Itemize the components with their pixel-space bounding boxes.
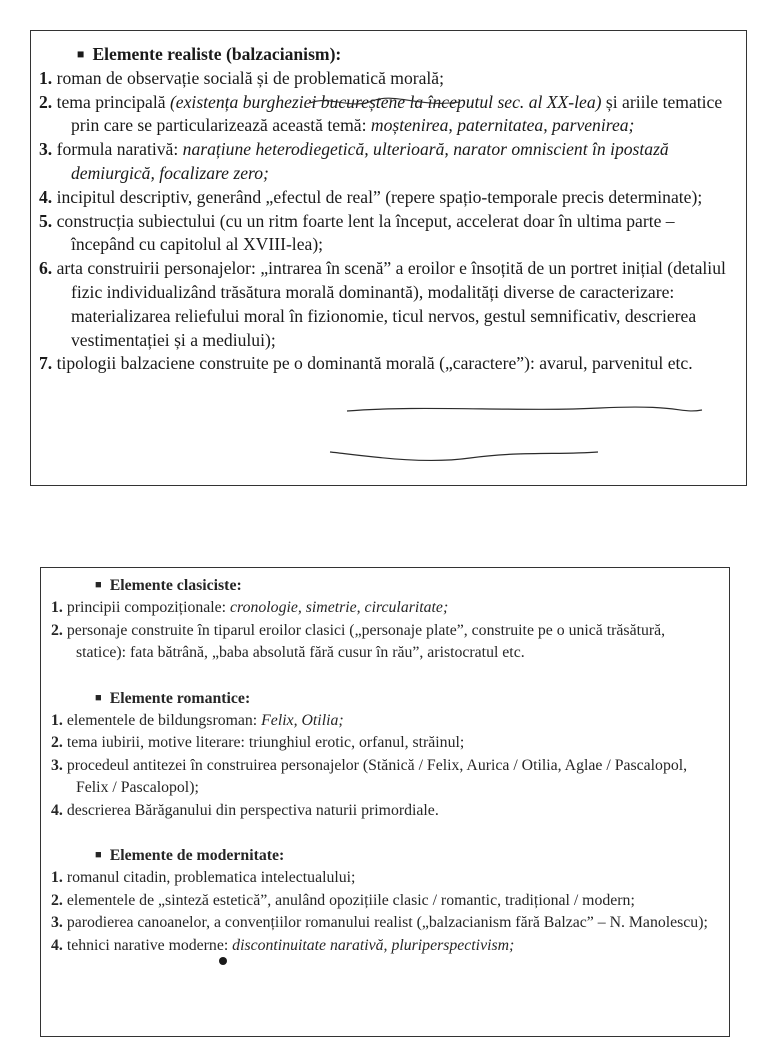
item-number: 6. [39,258,53,279]
item-number: 5. [39,210,53,231]
item-text: discontinuitate narativă, pluriperspectivism; [232,936,515,954]
item-number: 4. [51,801,63,819]
sections-container [49,574,719,957]
item-text: moștenirea, paternitatea, parvenirea; [370,115,635,136]
item-text: (existența burgheziei bucureștene la începutul sec. al XX-lea) [169,91,602,112]
list-item [49,597,719,619]
list-item [49,890,719,912]
section-title: ■ Elemente romantice: [49,687,719,710]
list-item [49,912,719,934]
item-number: 1. [51,599,63,617]
item-text: parodierea canoanelor, a convențiilor romanului realist („balzacianism fără Balzac” – N. Manolescu); [66,914,708,932]
list-item [37,91,732,139]
list-item [37,67,732,91]
item-text: tema principală [56,91,170,112]
item-text: incipitul descriptiv, generând „efectul de real” (repere spațio-temporale precis determinate); [56,186,703,207]
item-text: tipologii balzaciene construite pe o dominantă morală („caractere”): avarul, parvenitul etc. [56,353,693,374]
item-number: 3. [51,914,63,932]
list-item [49,755,719,800]
square-bullet-icon: ■ [77,47,85,61]
other-elements-box [40,567,730,1037]
item-text: romanul citadin, problematica intelectualului; [66,869,356,887]
list-item [49,732,719,754]
item-text: roman de observație socială și de problematică morală; [56,67,445,88]
item-number: 3. [39,139,53,160]
list-item [49,935,719,957]
item-text: Felix, Otilia; [261,712,344,730]
item-text: cronologie, simetrie, circularitate; [230,599,449,617]
section-title: ■ Elemente de modernitate: [49,844,719,867]
item-text: procedeul antitezei în construirea personajelor (Stănică / Felix, Aurica / Otilia, Aglae / Pascalopol, Felix / Pascalopol); [66,756,688,797]
item-number: 2. [51,621,63,639]
item-text: descrierea Bărăganului din perspectiva naturii primordiale. [66,801,439,819]
item-text: și ariile tematice prin care se particularizează această temă: [71,91,723,136]
list-item [37,210,732,258]
item-number: 1. [51,712,63,730]
item-text: arta construirii personajelor: „intrarea în scenă” a eroilor e însoțită de un portret inițial (detaliul fizic individualizând trăsătura morală dominantă), modalități diverse de caracterizare: materializarea reliefului moral în fizionomie, ticul nervos, gestul semnificativ, descrierea vestimentației și a mediului); [56,258,726,350]
list-item [49,710,719,732]
item-number: 1. [51,869,63,887]
item-number: 1. [39,67,53,88]
list-item [37,138,732,186]
item-text: tema iubirii, motive literare: triunghiul erotic, orfanul, străinul; [66,734,465,752]
item-number: 2. [39,91,53,112]
item-number: 4. [51,936,63,954]
item-text: principii compoziționale: [66,599,231,617]
square-bullet-icon: ■ [95,691,102,704]
section-title: ■ Elemente clasiciste: [49,574,719,597]
item-text: personaje construite în tiparul eroilor clasici („personaje plate”, construite pe o unică trăsătură, statice): fata bătrână, „baba absolută fără cusur în rău”, aristocratul etc. [66,621,666,662]
item-number: 2. [51,734,63,752]
item-text: construcția subiectului (cu un ritm foarte lent la început, accelerat doar în ultima parte – începând cu capitolul al XVIII-lea); [56,210,675,255]
item-text: formula narativă: [56,139,183,160]
item-number: 2. [51,891,63,909]
section-title-realist: ■ Elemente realiste (balzacianism): [37,43,732,67]
item-number: 7. [39,353,53,374]
realist-elements-box [30,30,747,486]
section-gap [49,822,719,844]
realist-list [37,67,732,376]
item-number: 4. [39,186,53,207]
item-number: 3. [51,756,63,774]
square-bullet-icon: ■ [95,579,102,591]
item-text: elementele de bildungsroman: [66,712,262,730]
section-gap [49,665,719,687]
list-item [49,800,719,822]
list-item [49,867,719,889]
item-text: narațiune heterodiegetică, ulterioară, narator omniscient în ipostază demiurgică, focalizare zero; [71,139,669,183]
list-item [37,352,732,376]
item-text: elementele de „sinteză estetică”, anulând opozițiile clasic / romantic, tradițional / modern; [66,891,635,909]
list-item [49,620,719,665]
square-bullet-icon: ■ [95,849,102,862]
list-item [37,257,732,352]
item-text: tehnici narative moderne: [66,936,233,954]
list-item [37,186,732,210]
